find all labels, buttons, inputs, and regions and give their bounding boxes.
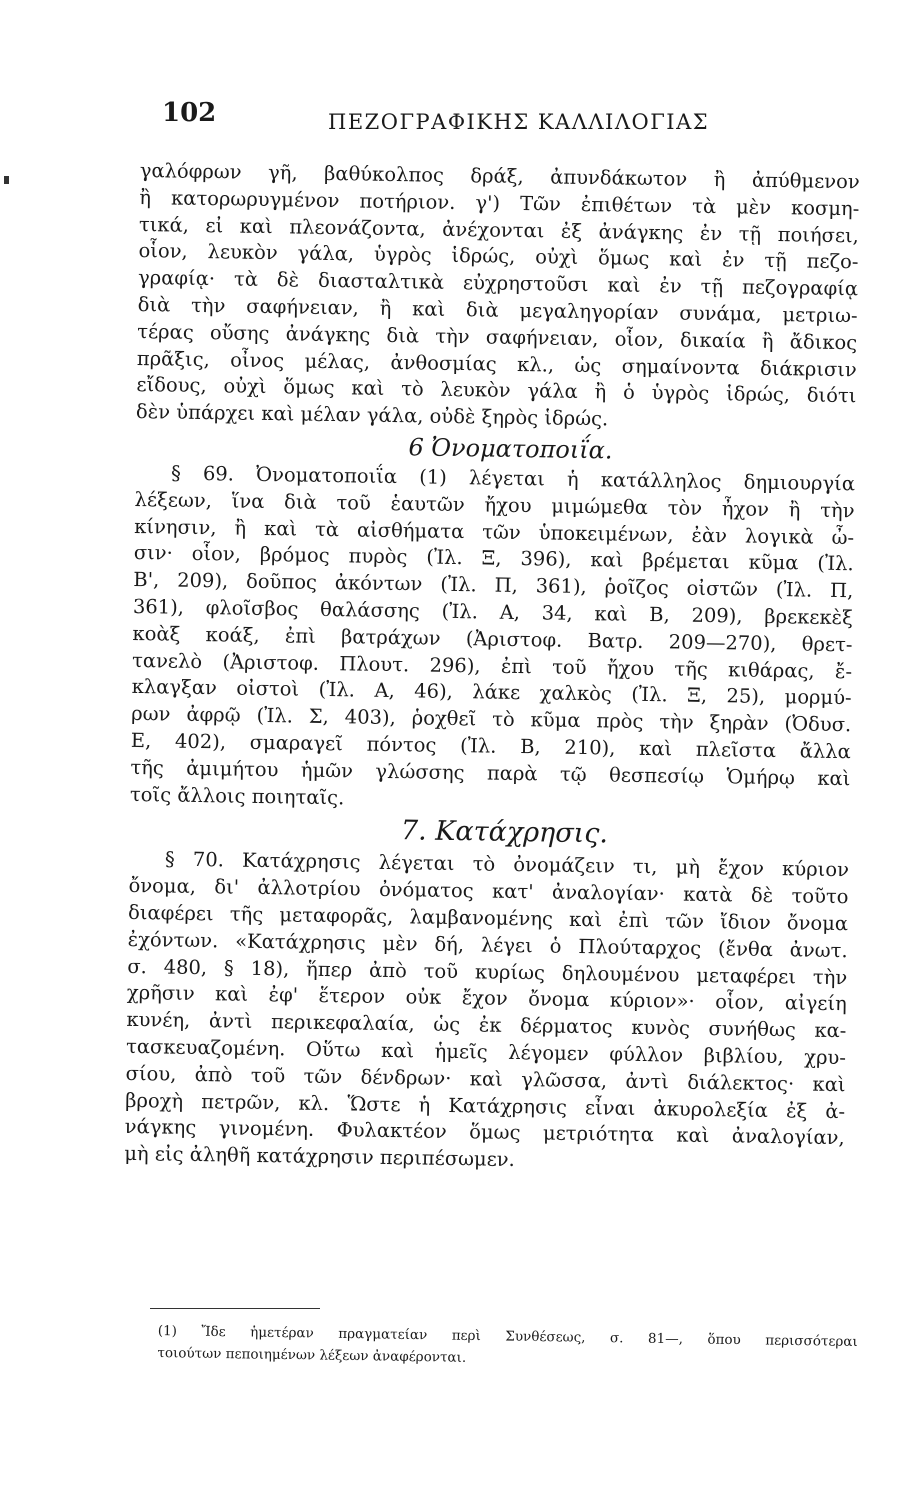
text-line: διαφέρει τῆς μεταφορᾶς, λαμβανομένης καὶ ἐπὶ τῶν ἴδιον ὄνομα <box>127 900 849 936</box>
text-line: τοῖς ἄλλοις ποιηταῖς. <box>129 782 345 809</box>
text-line: χρῆσιν καὶ ἐφ' ἕτερον οὐκ ἔχον ὄνομα κύριον»· οἷον, αἰγείη <box>126 981 847 1016</box>
text-line: τασκευαζομένη. Οὕτω καὶ ἡμεῖς λέγομεν φύλλον βιβλίου, χρυ- <box>125 1034 847 1070</box>
margin-mark <box>4 176 9 184</box>
text-line: τέρας οὔσης ἀνάγκης διὰ τὴν σαφήνειαν, οἷον, δικαία ἢ ἄδικος <box>137 319 858 355</box>
text-line: σίου, ἀπὸ τοῦ τῶν δένδρων· καὶ γλῶσσα, ἀντὶ διάλεκτος· καὶ <box>125 1061 846 1096</box>
text-line: τῆς ἀμιμήτου ἡμῶν γλώσσης παρὰ τῷ θεσπεσίῳ Ὁμήρῳ καὶ <box>130 755 851 790</box>
text-line: ρων ἀφρῷ (Ἰλ. Σ, 403), ῥοχθεῖ τὸ κῦμα πρὸς τὴν ξηρὰν (Ὀδυσ. <box>131 702 852 737</box>
text-line: σ. 480, § 18), ἥπερ ἀπὸ τοῦ κυρίως δηλουμένου μεταφέρει τὴν <box>127 954 848 989</box>
text-line: § 70. Κατάχρησις λέγεται τὸ ὀνομάζειν τι, μὴ ἔχον κύριον <box>164 847 850 882</box>
text-line: πρᾶξις, οἶνος μέλας, ἀνθοσμίας κλ., ὡς σημαίνοντα διάκρισιν <box>136 346 857 381</box>
running-title: ΠΕΖΟΓΡΑΦΙΚΗΣ ΚΑΛΛΙΛΟΓΙΑΣ <box>328 110 710 134</box>
text-line: νάγκης γινομένη. Φυλακτέον ὅμως μετριότητα καὶ ἀναλογίαν, <box>124 1115 845 1150</box>
text-line: ἐχόντων. «Κατάχρησις μὲν δή, λέγει ὁ Πλούταρχος (ἔνθα ἀνωτ. <box>127 927 848 962</box>
main-text <box>124 158 860 1179</box>
page-number: 102 <box>162 98 217 128</box>
text-line: οἷον, λευκὸν γάλα, ὑγρὸς ἱδρώς, οὐχὶ ὅμως καὶ ἐν τῇ πεζο- <box>138 239 859 274</box>
footnote <box>157 1320 858 1375</box>
section-heading-catachresis: 7. Κατάχρησις. <box>400 815 609 850</box>
text-line: Β', 209), δοῦπος ἀκόντων (Ἰλ. Π, 361), ῥοῖζος οἰστῶν (Ἰλ. Π, <box>133 568 854 603</box>
text-line: σιν· οἷον, βρόμος πυρὸς (Ἰλ. Ξ, 396), καὶ βρέμεται κῦμα (Ἰλ. <box>133 541 854 576</box>
text-line: ἢ κατορωρυγμένον ποτήριον. γ') Τῶν ἐπιθέτων τὰ μὲν κοσμη- <box>139 185 860 221</box>
text-line: διὰ τὴν σαφήνειαν, ἢ καὶ διὰ μεγαληγορίαν συνάμα, μετριω- <box>137 292 858 328</box>
text-line: κίνησιν, ἢ καὶ τὰ αἰσθήματα τῶν ὑποκειμένων, ἐὰν λογικὰ ὦ- <box>134 514 855 549</box>
footnote-line: (1) Ἴδε ἡμετέραν πραγματείαν περὶ Συνθέσεως, σ. 81—, ὅπου περισσότεραι <box>157 1322 858 1350</box>
text-line: Ε, 402), σμαραγεῖ πόντος (Ἰλ. Β, 210), καὶ πλεῖστα ἄλλα <box>130 728 851 764</box>
text-line: λέξεων, ἵνα διὰ τοῦ ἑαυτῶν ἤχου μιμώμεθα τὸν ἦχον ἢ τὴν <box>134 487 855 523</box>
footnote-line: τοιούτων πεποιημένων λέξεων ἀναφέρονται. <box>157 1344 467 1366</box>
text-line: βροχὴ πετρῶν, κλ. Ὥστε ἡ Κατάχρησις εἶναι ἀκυρολεξία ἐξ ἀ- <box>125 1088 846 1123</box>
text-line: § 69. Ὀνοματοποιΐα (1) λέγεται ἡ κατάλληλος δημιουργία <box>170 461 856 496</box>
text-line: τικά, εἰ καὶ πλεονάζοντα, ἀνέχονται ἐξ ἀνάγκης ἐν τῇ ποιήσει, <box>138 212 860 247</box>
text-line: δὲν ὑπάρχει καὶ μέλαν γάλα, οὐδὲ ξηρὸς ἱδρώς. <box>135 400 609 431</box>
text-line: μὴ εἰς ἀληθῆ κατάχρησιν περιπέσωμεν. <box>124 1141 516 1172</box>
section-heading-onomatopoeia: 6 Ὀνοματοποιΐα. <box>408 433 613 465</box>
text-line: κλαγξαν οἰστοὶ (Ἰλ. Α, 46), λάκε χαλκὸς (Ἰλ. Ξ, 25), μορμύ- <box>131 675 852 710</box>
text-line: γραφίᾳ· τὰ δὲ διασταλτικὰ εὐχρηστοῦσι καὶ ἐν τῇ πεζογραφίᾳ <box>137 266 859 301</box>
text-line: ὄνομα, δι' ἀλλοτρίου ὀνόματος κατ' ἀναλογίαν· κατὰ δὲ τοῦτο <box>128 874 849 909</box>
text-line: εἴδους, οὐχὶ ὅμως καὶ τὸ λευκὸν γάλα ἢ ὁ ὑγρὸς ἱδρώς, διότι <box>136 373 857 408</box>
text-line: τανελὸ (Ἀριστοφ. Πλουτ. 296), ἐπὶ τοῦ ἤχου τῆς κιθάρας, ἔ- <box>131 648 853 683</box>
text-line: 361), φλοῖσβος θαλάσσης (Ἰλ. Α, 34, καὶ Β, 209), βρεκεκὲξ <box>132 594 854 630</box>
text-line: κυνέη, ἀντὶ περικεφαλαία, ὡς ἐκ δέρματος κυνὸς συνήθως κα- <box>126 1008 847 1043</box>
text-line: κοὰξ κοάξ, ἐπὶ βατράχων (Ἀριστοφ. Βατρ. 209—270), θρετ- <box>132 621 853 656</box>
footnote-rule <box>150 1308 320 1309</box>
text-line: γαλόφρων γῆ, βαθύκολπος δράξ, ἀπυνδάκωτον ἢ ἀπύθμενον <box>139 158 860 194</box>
